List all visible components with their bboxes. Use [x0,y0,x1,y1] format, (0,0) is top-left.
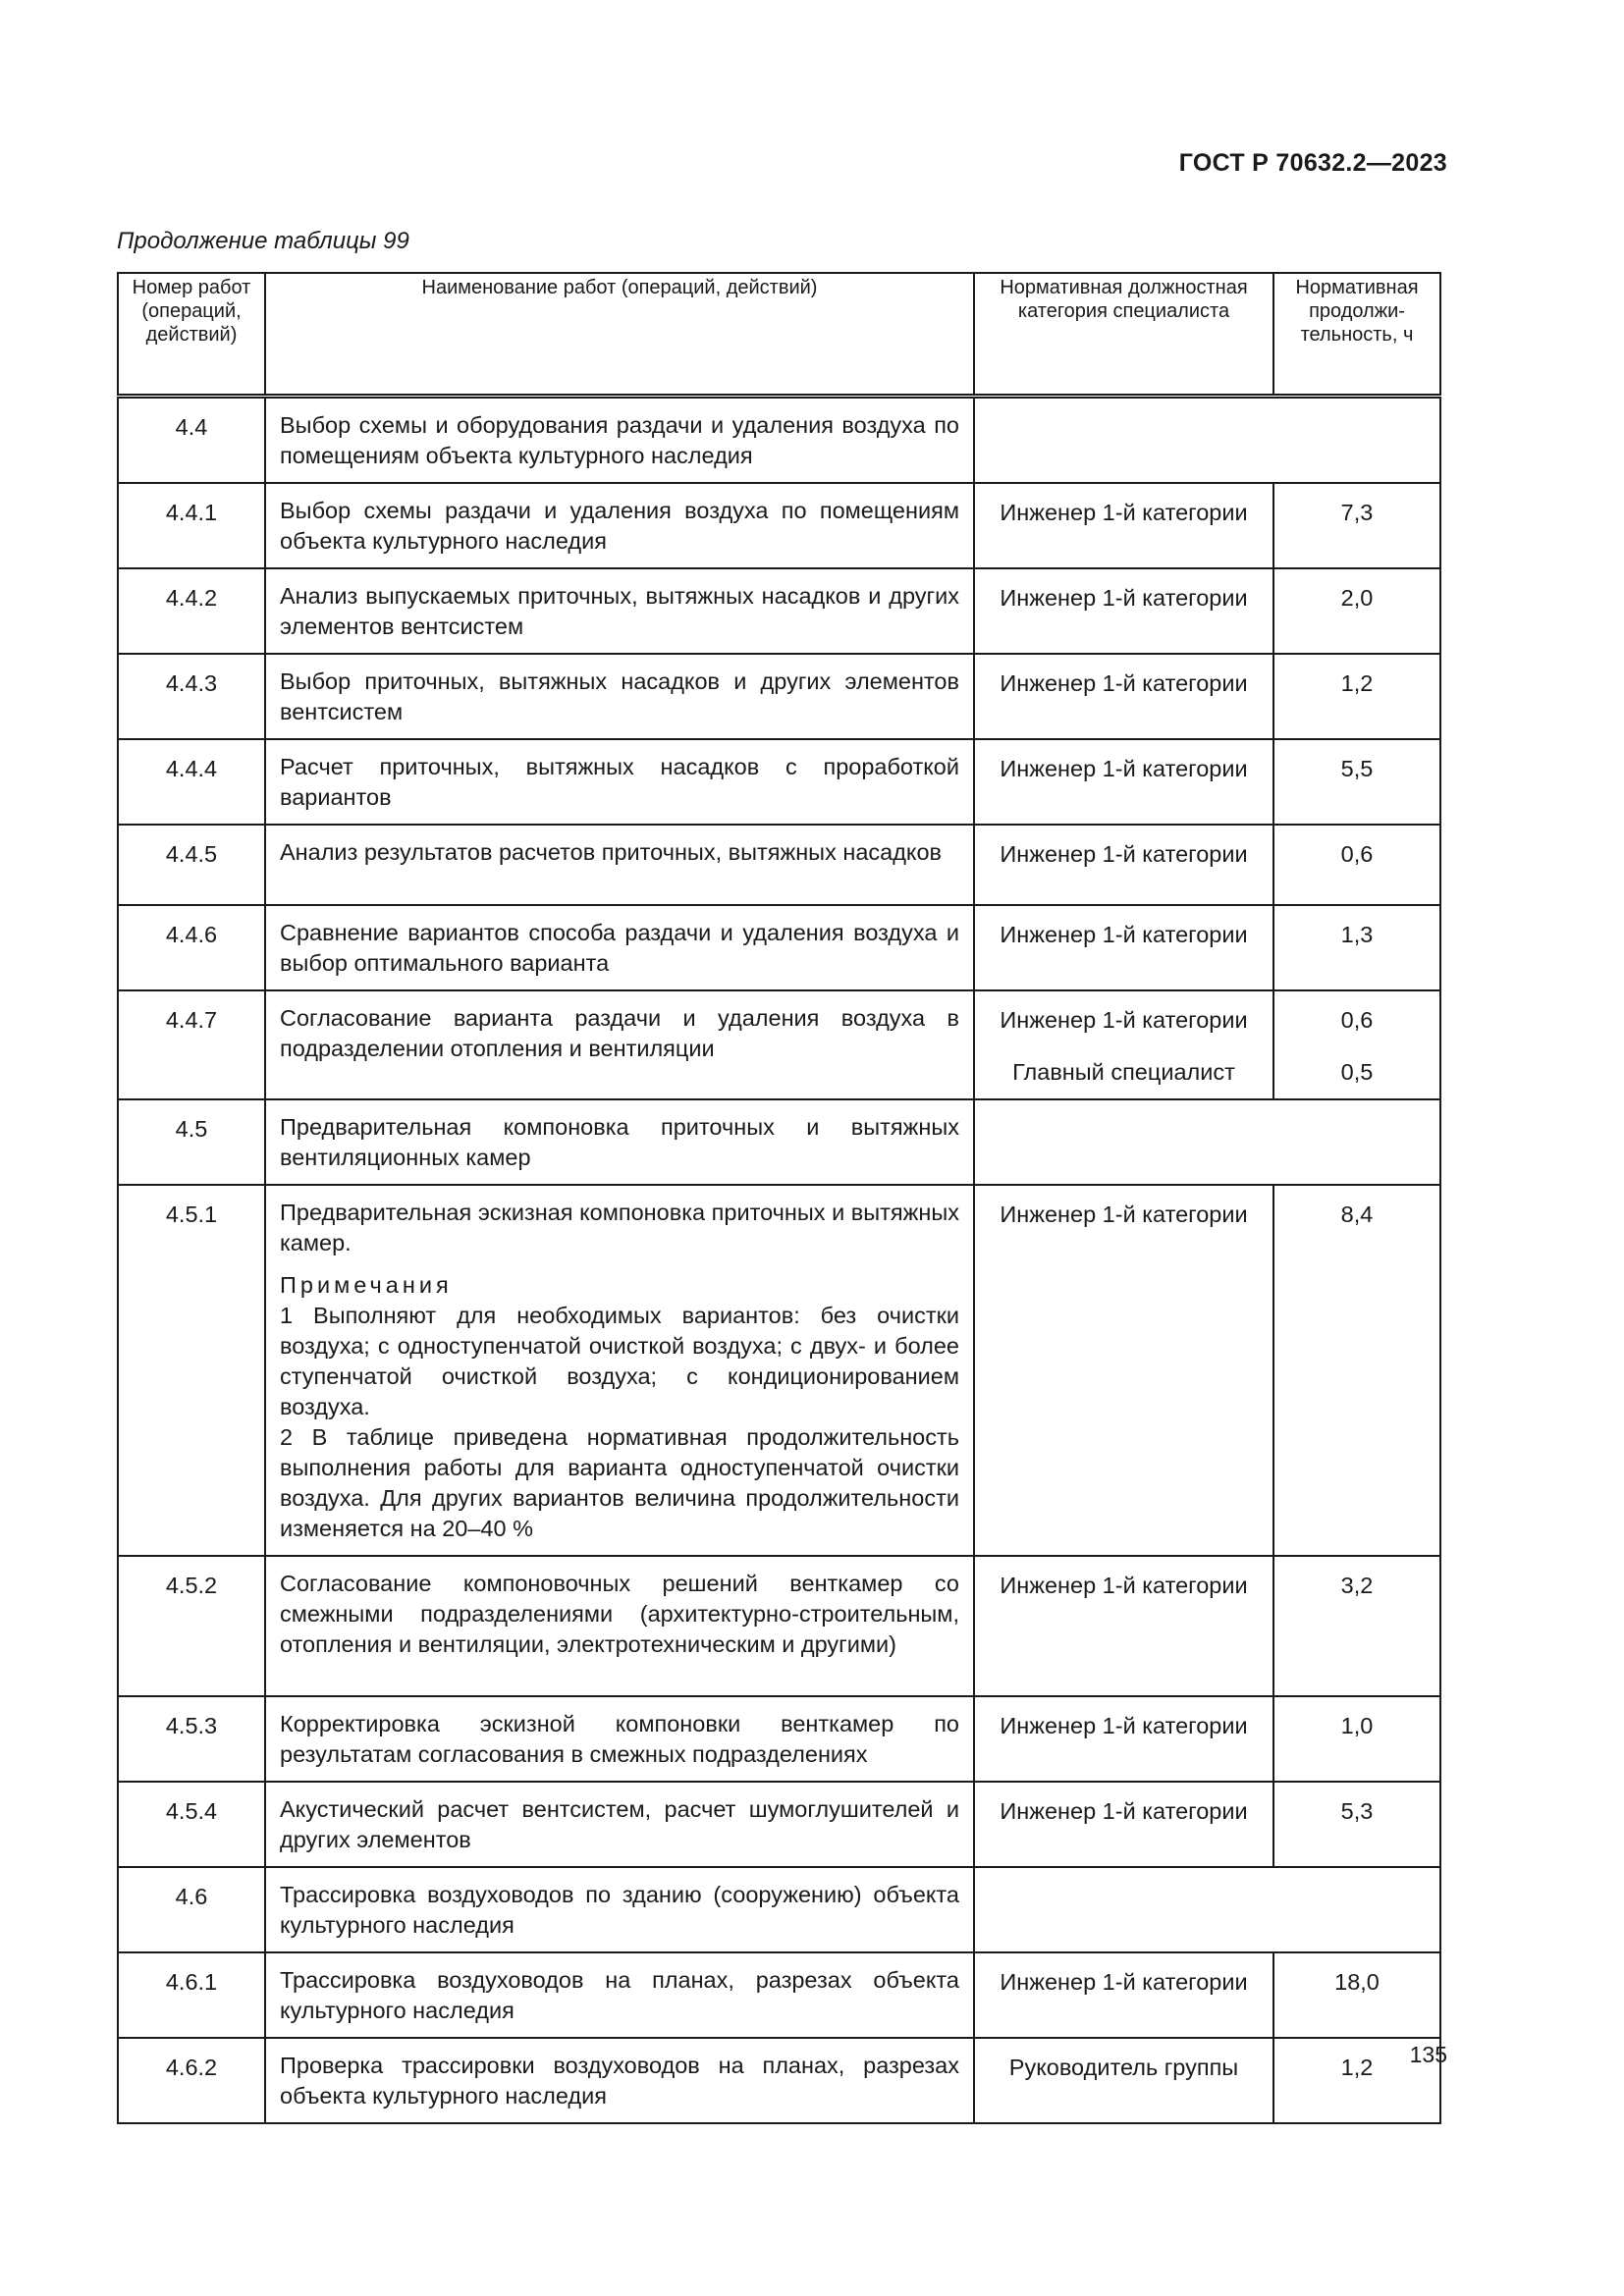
table-row [118,1952,1440,2038]
row-number: 4.4.4 [118,739,265,825]
page-number: 135 [1409,2042,1447,2067]
row-category-primary: Инженер 1-й категории [1000,1007,1248,1033]
row-duration: 0,6 [1273,825,1440,905]
table-row [118,1185,1440,1556]
row-number: 4.4 [118,397,265,484]
table-row [118,1696,1440,1782]
row-category: Инженер 1-й категории [974,905,1273,990]
table-row [118,905,1440,990]
row-empty-cell [974,1867,1440,1952]
note-1: 1 Выполняют для необходимых вариантов: без очистки воздуха; с одноступенчатой очисткой воздуха; с двух- и более ступенчатой очисткой воздуха; с кондиционированием воздуха. [280,1303,959,1419]
row-name: Расчет приточных, вытяжных насадков с проработкой вариантов [265,739,974,825]
column-header-name: Наименование работ (операций, действий) [265,273,974,397]
column-header-number: Номер работ (операций, действий) [118,273,265,397]
row-name: Проверка трассировки воздуховодов на планах, разрезах объекта культурного наследия [265,2038,974,2123]
row-empty-cell [974,1099,1440,1185]
row-name: Сравнение вариантов способа раздачи и удаления воздуха и выбор оптимального варианта [265,905,974,990]
row-category-secondary: Главный специалист [1012,1059,1235,1085]
document-code: ГОСТ Р 70632.2—2023 [1178,149,1447,177]
row-name: Трассировка воздуховодов на планах, разрезах объекта культурного наследия [265,1952,974,2038]
table-caption: Продолжение таблицы 99 [117,228,409,254]
row-name: Выбор приточных, вытяжных насадков и других элементов вентсистем [265,654,974,739]
row-category: Руководитель группы [974,2038,1273,2123]
row-number: 4.4.2 [118,568,265,654]
notes-block [280,1270,959,1544]
row-number: 4.5.1 [118,1185,265,1556]
row-name: Трассировка воздуховодов по зданию (сооружению) объекта культурного наследия [265,1867,974,1952]
row-duration: 1,2 [1273,2038,1440,2123]
row-category: Инженер 1-й категории [974,1952,1273,2038]
table-row [118,825,1440,905]
table-row [118,483,1440,568]
row-duration [1273,990,1440,1099]
row-name: Акустический расчет вентсистем, расчет шумоглушителей и других элементов [265,1782,974,1867]
row-number: 4.6.1 [118,1952,265,2038]
row-name: Анализ результатов расчетов приточных, вытяжных насадков [265,825,974,905]
table-row [118,739,1440,825]
row-duration: 7,3 [1273,483,1440,568]
table-row [118,568,1440,654]
row-duration: 2,0 [1273,568,1440,654]
row-name: Анализ выпускаемых приточных, вытяжных насадков и других элементов вентсистем [265,568,974,654]
row-duration: 1,3 [1273,905,1440,990]
table-row [118,2038,1440,2123]
row-number: 4.6.2 [118,2038,265,2123]
row-number: 4.5.2 [118,1556,265,1696]
row-duration: 5,3 [1273,1782,1440,1867]
row-duration: 5,5 [1273,739,1440,825]
row-category: Инженер 1-й категории [974,825,1273,905]
row-number: 4.5.4 [118,1782,265,1867]
table-row-group [118,397,1440,484]
table-body [118,397,1440,2124]
row-name: Предварительная компоновка приточных и вытяжных вентиляционных камер [265,1099,974,1185]
row-name: Согласование компоновочных решений венткамер со смежными подразделениями (архитектурно-строительным, отопления и вентиляции, электротехническим и другими) [265,1556,974,1696]
table-header [118,273,1440,397]
row-empty-cell [974,397,1440,484]
table-row [118,1782,1440,1867]
notes-title: Примечания [280,1272,453,1298]
table-row-group [118,1099,1440,1185]
row-duration: 3,2 [1273,1556,1440,1696]
column-header-category: Нормативная должностная категория специалиста [974,273,1273,397]
row-number: 4.4.5 [118,825,265,905]
row-number: 4.5.3 [118,1696,265,1782]
row-duration-primary: 0,6 [1340,1007,1374,1033]
row-category: Инженер 1-й категории [974,739,1273,825]
row-name: Выбор схемы и оборудования раздачи и удаления воздуха по помещениям объекта культурного наследия [265,397,974,484]
table-row [118,654,1440,739]
row-category: Инженер 1-й категории [974,654,1273,739]
row-duration: 1,0 [1273,1696,1440,1782]
row-duration: 18,0 [1273,1952,1440,2038]
row-category: Инженер 1-й категории [974,568,1273,654]
row-duration: 8,4 [1273,1185,1440,1556]
row-name-text: Предварительная эскизная компоновка приточных и вытяжных камер. [280,1200,959,1255]
row-number: 4.5 [118,1099,265,1185]
row-name: Корректировка эскизной компоновки венткамер по результатам согласования в смежных подразделениях [265,1696,974,1782]
row-number: 4.4.6 [118,905,265,990]
row-category: Инженер 1-й категории [974,1185,1273,1556]
row-number: 4.4.3 [118,654,265,739]
row-name: Согласование варианта раздачи и удаления воздуха в подразделении отопления и вентиляции [265,990,974,1099]
table-row [118,990,1440,1099]
table-row [118,1556,1440,1696]
row-duration-secondary: 0,5 [1340,1059,1374,1085]
row-duration: 1,2 [1273,654,1440,739]
note-2: 2 В таблице приведена нормативная продолжительность выполнения работы для варианта одноступенчатой очистки воздуха. Для других вариантов величина продолжительности изменяется на 20–40 % [280,1424,959,1541]
row-number: 4.4.7 [118,990,265,1099]
row-category [974,990,1273,1099]
row-category: Инженер 1-й категории [974,1556,1273,1696]
row-category: Инженер 1-й категории [974,483,1273,568]
row-name: Выбор схемы раздачи и удаления воздуха по помещениям объекта культурного наследия [265,483,974,568]
row-name [265,1185,974,1556]
row-category: Инженер 1-й категории [974,1782,1273,1867]
row-number: 4.6 [118,1867,265,1952]
work-norms-table [117,272,1441,2124]
row-number: 4.4.1 [118,483,265,568]
table-row-group [118,1867,1440,1952]
column-header-duration: Нормативная продолжи-тельность, ч [1273,273,1440,397]
row-category: Инженер 1-й категории [974,1696,1273,1782]
